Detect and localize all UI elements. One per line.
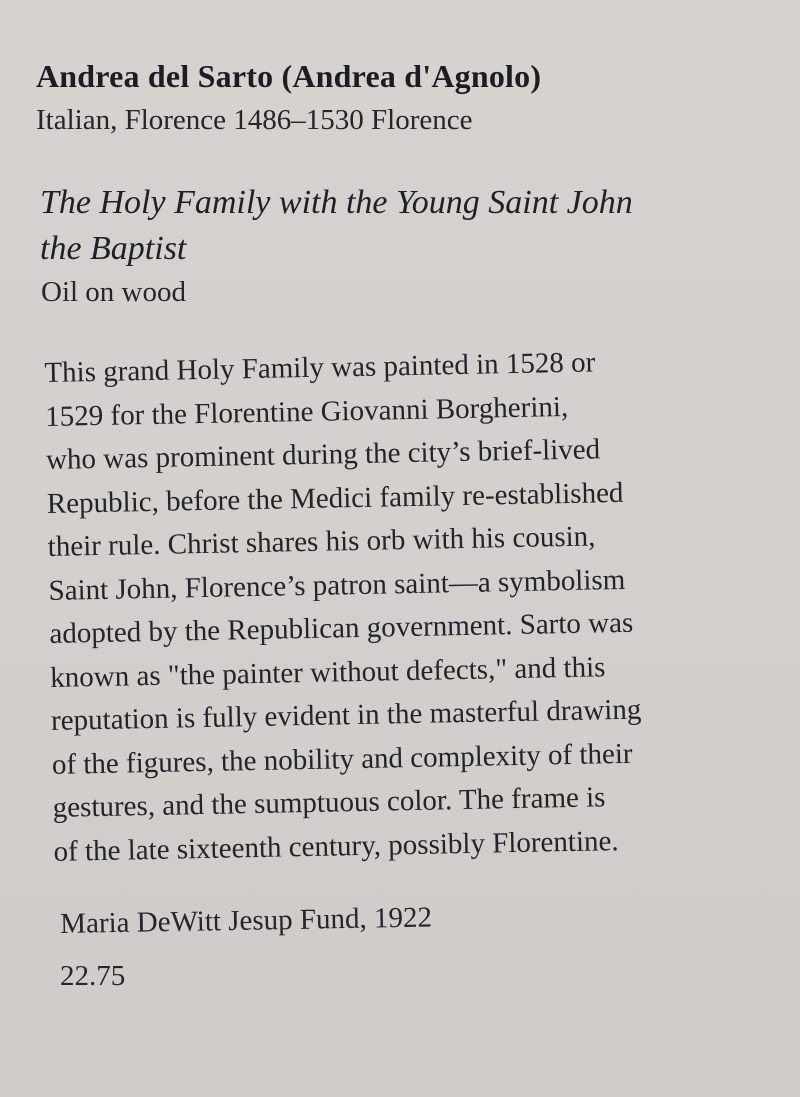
- credit-line: Maria DeWitt Jesup Fund, 1922: [60, 901, 433, 940]
- description-line: known as "the painter without defects," and this: [49, 650, 606, 694]
- description-line: reputation is fully evident in the masterful drawing: [50, 693, 642, 737]
- description-line: gestures, and the sumptuous color. The frame is: [52, 781, 606, 824]
- description-line: of the late sixteenth century, possibly Florentine.: [53, 824, 619, 868]
- description-line: This grand Holy Family was painted in 1528 or: [44, 346, 596, 389]
- artwork-medium: Oil on wood: [41, 276, 186, 308]
- description-line: Saint John, Florence’s patron saint—a symbolism: [48, 563, 626, 607]
- artist-name: Andrea del Sarto (Andrea d'Agnolo): [36, 58, 542, 94]
- accession-number: 22.75: [60, 960, 126, 992]
- description-line: who was prominent during the city’s brief-lived: [45, 433, 601, 476]
- artwork-title: [40, 180, 740, 272]
- artwork-description: [44, 338, 774, 874]
- description-line: adopted by the Republican government. Sarto was: [49, 606, 634, 650]
- artwork-title-line: the Baptist: [40, 230, 187, 267]
- description-line: 1529 for the Florentine Giovanni Borgherini,: [44, 390, 569, 433]
- description-line: Republic, before the Medici family re-established: [46, 476, 624, 520]
- artist-nationality-dates: Italian, Florence 1486–1530 Florence: [36, 104, 473, 136]
- artwork-title-line: The Holy Family with the Young Saint John: [40, 184, 633, 221]
- description-line: their rule. Christ shares his orb with his cousin,: [47, 520, 596, 563]
- description-line: of the figures, the nobility and complexity of their: [51, 737, 633, 781]
